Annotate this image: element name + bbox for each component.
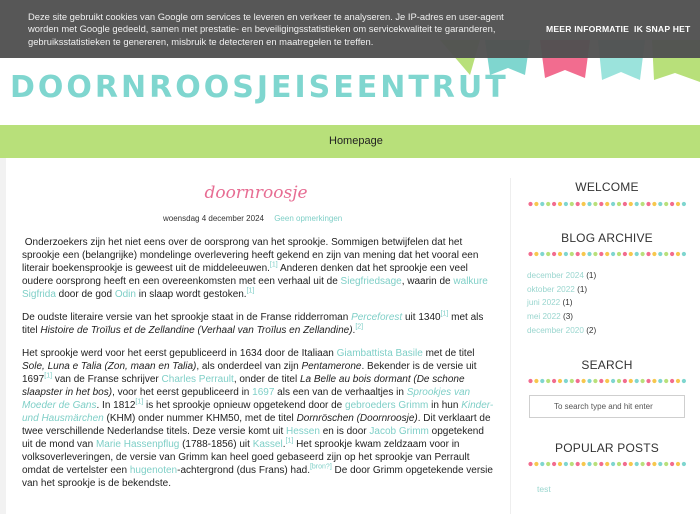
paragraph-2: De oudste literaire versie van het sprookje staat in de Franse ridderroman Perceforest uit 1340[1] met als titel Histoire de Troïlus et de Zellandine (Verhaal van Troïlus en Zellandine).[2]	[22, 310, 484, 336]
widget-title-search: SEARCH	[581, 358, 633, 372]
link-walkure-sigfrida[interactable]: walkure Sigfrida	[22, 276, 488, 300]
reference-link[interactable]: [1]	[246, 287, 255, 295]
link-jacob-grimm[interactable]: Jacob Grimm	[369, 426, 429, 437]
link-odin[interactable]: Odin	[114, 289, 136, 300]
comments-link[interactable]: Geen opmerkingen	[274, 214, 343, 223]
link-hessen[interactable]: Hessen	[286, 426, 320, 437]
accept-cookies-button[interactable]: IK SNAP HET	[634, 24, 691, 34]
link-sprookjes-moeder-de-gans[interactable]: Sprookjes van Moeder de Gans	[22, 387, 471, 411]
link-siegfriedsage[interactable]: Siegfriedsage	[340, 276, 402, 287]
archive-link[interactable]: juni 2022	[527, 298, 561, 308]
dot-divider	[528, 251, 686, 257]
link-gebroeders-grimm[interactable]: gebroeders Grimm	[345, 400, 429, 411]
sidebar-divider	[510, 178, 511, 514]
link-perceforest[interactable]: Perceforest	[351, 312, 403, 323]
widget-title-popular: POPULAR POSTS	[555, 441, 659, 455]
italic-title: Dornröschen (Doornroosje)	[296, 413, 418, 424]
more-info-button[interactable]: MEER INFORMATIE	[546, 24, 630, 34]
link-marie-hassenpflug[interactable]: Marie Hassenpflug	[95, 439, 180, 450]
archive-item: december 2020 (2)	[527, 325, 597, 335]
link-hugenoten[interactable]: hugenoten	[129, 465, 178, 476]
reference-link[interactable]: [1]	[440, 310, 449, 318]
post-body	[22, 236, 494, 500]
archive-item: oktober 2022 (1)	[527, 284, 588, 294]
link-giambattista-basile[interactable]: Giambattista Basile	[336, 348, 423, 359]
link-charles-perrault[interactable]: Charles Perrault	[161, 374, 234, 385]
italic-title: Histoire de Troïlus et de Zellandine (Verhaal van Troïlus en Zellandine)	[40, 325, 353, 336]
site-title[interactable]: DOORNROOSJEISEENTRUT	[10, 70, 509, 105]
link-kinder-und-hausmarchen[interactable]: Kinder- und Hausmärchen	[22, 400, 494, 424]
main-nav	[0, 125, 700, 158]
reference-link[interactable]: [1]	[269, 261, 278, 269]
archive-item: juni 2022 (1)	[527, 298, 573, 308]
reference-link[interactable]: [2]	[355, 323, 364, 331]
italic-title: La Belle au bois dormant (De schone slaapster in het bos)	[22, 374, 465, 398]
archive-link[interactable]: december 2024	[527, 271, 584, 280]
search-input[interactable]: To search type and hit enter	[529, 395, 685, 418]
cookie-notice-text: Deze site gebruikt cookies van Google om services te leveren en verkeer te analyseren. Je IP-adres en user-agent worden met Google gedeeld, samen met prestatie- en beveiligingsstatistieken om servicekwaliteit te garanderen, gebruiksstatistieken te genereren, misbruik te detecteren en maatregelen te treffen.	[28, 11, 504, 47]
post-meta	[163, 214, 342, 223]
archive-item: december 2024 (1)	[527, 271, 597, 280]
archive-item: mei 2022 (3)	[527, 312, 573, 322]
dot-divider	[528, 378, 686, 384]
cookie-notice	[0, 0, 700, 58]
dot-divider	[528, 461, 686, 467]
widget-title-archive: BLOG ARCHIVE	[561, 231, 653, 245]
dot-divider	[528, 201, 686, 207]
reference-link[interactable]: [1]	[285, 437, 294, 445]
reference-link[interactable]: [bron?]	[309, 463, 332, 471]
archive-link[interactable]: oktober 2022	[527, 284, 575, 294]
post-date: woensdag 4 december 2024	[163, 214, 264, 223]
link-kassel[interactable]: Kassel	[252, 439, 283, 450]
blog-archive-list	[527, 269, 596, 338]
archive-link[interactable]: december 2020	[527, 325, 584, 335]
italic-title: Sole, Luna e Talia (Zon, maan en Talia)	[22, 361, 197, 372]
post-title[interactable]: doornroosje	[204, 183, 308, 203]
italic-title: Pentamerone	[301, 361, 362, 372]
popular-post-link[interactable]: test	[537, 484, 551, 494]
link-1697[interactable]: 1697	[252, 387, 275, 398]
reference-link[interactable]: [1]	[44, 372, 53, 380]
widget-title-welcome: WELCOME	[575, 180, 639, 194]
left-gutter	[0, 158, 6, 514]
nav-item-homepage[interactable]: Homepage	[329, 135, 383, 147]
archive-link[interactable]: mei 2022	[527, 312, 561, 322]
paragraph-3: Het sprookje werd voor het eerst gepubliceerd in 1634 door de Italiaan Giambattista Basile met de titel Sole, Luna e Talia (Zon, maan en Talia), als onderdeel van zijn Pentamerone. Bekender is de versie uit 1697[1] van de Franse schrijver Charles Perrault, onder de titel La Belle au bois dormant (De schone slaapster in het bos), voor het eerst gepubliceerd in 1697 als een van de verhaaltjes in Sprookjes van Moeder de Gans. In 1812[1] is het sprookje opnieuw opgetekend door de gebroeders Grimm in hun Kinder- und Hausmärchen (KHM) onder nummer KHM50, met de titel Dornröschen (Doornroosje). Dit verklaart de twee verschillende Nederlandse titels. Deze versie komt uit Hessen en is door Jacob Grimm opgetekend uit de mond van Marie Hassenpflug (1788-1856) uit Kassel.[1] Het sprookje kwam zeldzaam voor in volksoverleveringen, de versie van Grimm kan heel goed gebaseerd zijn op het sprookje van Perrault omdat de vertelster een hugenoten-achtergrond (dus Frans) had.[bron?] De door Grimm opgetekende versie van het sprookje is de bekendste.	[22, 348, 494, 489]
paragraph-1: Onderzoekers zijn het niet eens over de oorsprong van het sprookje. Sommigen betwijfelen dat het sprookje een (belangrijke) mondelinge overlevering heeft gekend en zijn van mening dat het vooral een literair boekensprookje is geweest uit de middeleeuwen.[1] Anderen denken dat het sprookje een veel oudere oorsprong heeft en een overeenkomsten met een verhaal uit de Siegfriedsage, waarin de walkure Sigfrida door de god Odin in slaap wordt gestoken.[1]	[22, 237, 488, 300]
reference-link[interactable]: [1]	[135, 398, 144, 406]
